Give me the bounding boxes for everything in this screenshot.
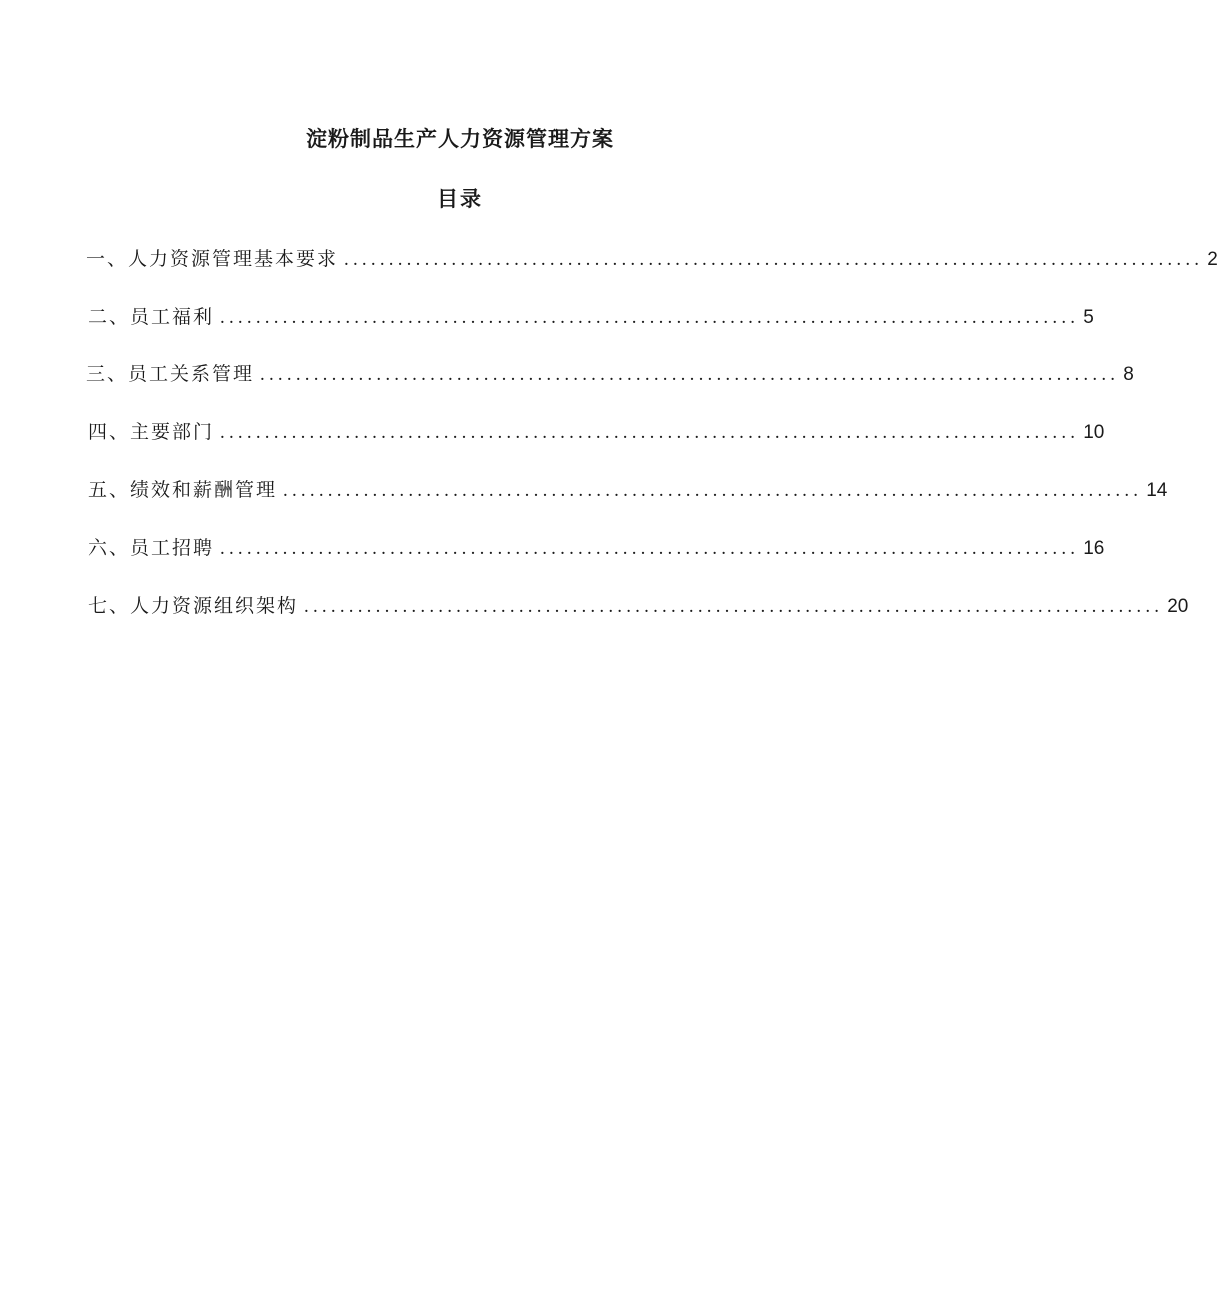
- toc-entry-2[interactable]: [88, 303, 1094, 331]
- toc-entry-label: 五、绩效和薪酬管理: [88, 479, 278, 501]
- toc-leader-dots: ................................................................................................: [260, 364, 1120, 385]
- toc-entry-label: 七、人力资源组织架构: [88, 595, 299, 617]
- toc-entry-label: 二、员工福利: [88, 306, 215, 328]
- toc-leader-dots: ................................................................................................: [220, 422, 1080, 443]
- toc-entry-page-number: 5: [1083, 307, 1094, 328]
- toc-entry-label: 一、人力资源管理基本要求: [86, 248, 339, 270]
- toc-entry-7[interactable]: [88, 592, 1189, 620]
- toc-entry-6[interactable]: [88, 534, 1105, 562]
- toc-entry-page-number: 2: [1207, 249, 1218, 270]
- toc-heading: 目录: [437, 187, 483, 211]
- document-title: 淀粉制品生产人力资源管理方案: [306, 127, 614, 151]
- toc-entry-page-number: 14: [1146, 480, 1168, 501]
- toc-entry-4[interactable]: [88, 418, 1105, 446]
- toc-leader-dots: ................................................................................................: [220, 538, 1080, 559]
- toc-entry-label: 四、主要部门: [88, 421, 215, 443]
- toc-entry-page-number: 8: [1123, 364, 1134, 385]
- toc-entry-page-number: 10: [1083, 422, 1105, 443]
- toc-leader-dots: ................................................................................................: [304, 596, 1164, 617]
- toc-leader-dots: ................................................................................................: [220, 307, 1080, 328]
- toc-entry-5[interactable]: [88, 476, 1168, 504]
- toc-entry-label: 六、员工招聘: [88, 537, 215, 559]
- toc-entry-page-number: 16: [1083, 538, 1105, 559]
- toc-entry-3[interactable]: [86, 360, 1134, 388]
- toc-leader-dots: ................................................................................................: [283, 480, 1143, 501]
- toc-entry-1[interactable]: [86, 245, 1218, 273]
- toc-entry-page-number: 20: [1167, 596, 1189, 617]
- toc-entry-label: 三、员工关系管理: [86, 363, 255, 385]
- toc-leader-dots: ................................................................................................: [344, 249, 1204, 270]
